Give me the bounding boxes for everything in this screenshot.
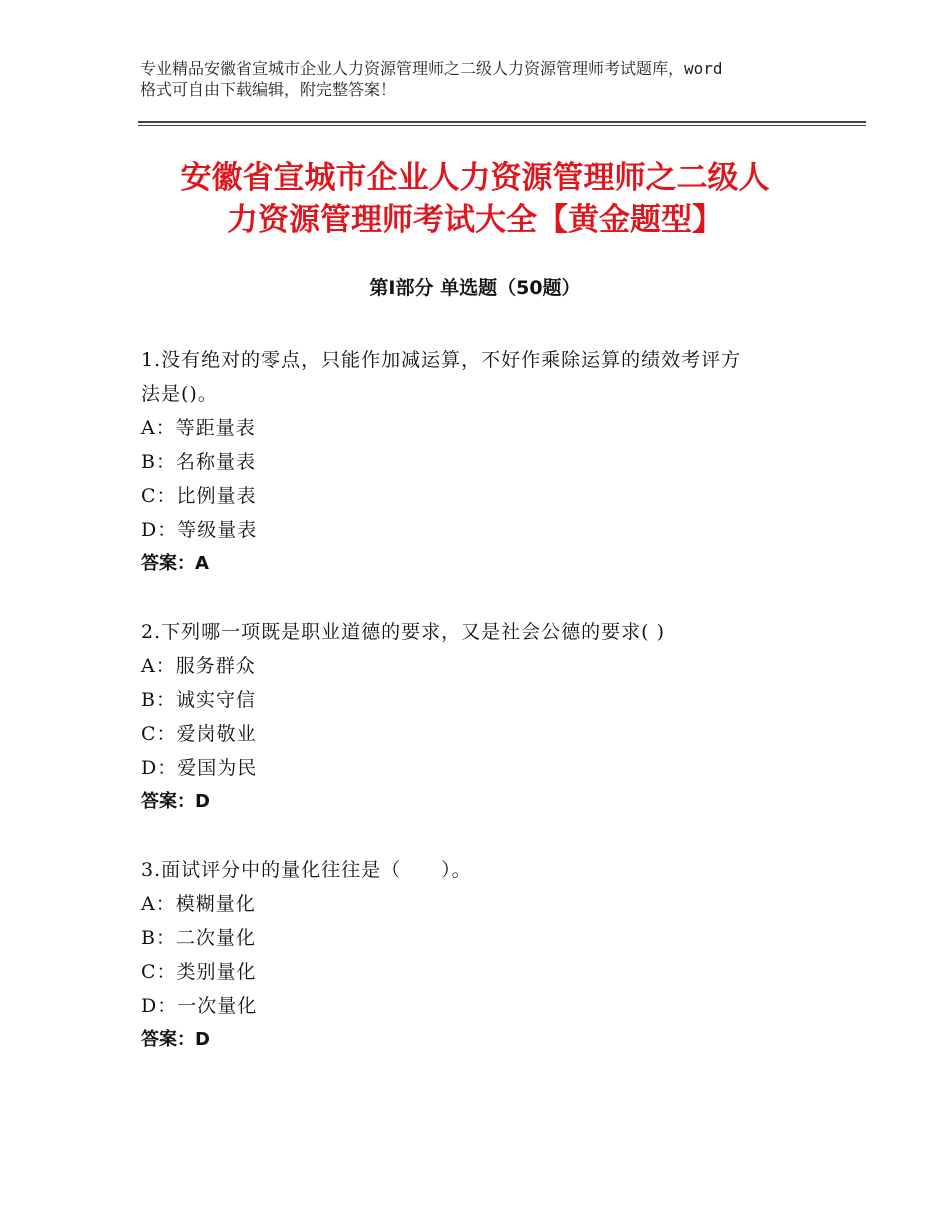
question-1 bbox=[141, 343, 841, 581]
question-1-option-d: D：等级量表 bbox=[141, 519, 258, 541]
question-1-answer: 答案：A bbox=[141, 553, 209, 574]
header-note-line-1: 专业精品安徽省宣城市企业人力资源管理师之二级人力资源管理师考试题库，word bbox=[140, 59, 723, 78]
question-3-option-d: D：一次量化 bbox=[141, 995, 258, 1017]
question-3-option-b: B：二次量化 bbox=[141, 927, 256, 949]
question-1-text-line-1: 1.没有绝对的零点，只能作加减运算，不好作乘除运算的绩效考评方 bbox=[141, 349, 742, 371]
question-2-option-d: D：爱国为民 bbox=[141, 757, 258, 779]
question-1-text-line-2: 法是()。 bbox=[141, 383, 218, 405]
question-2 bbox=[141, 615, 841, 819]
question-3 bbox=[141, 853, 841, 1057]
question-2-option-a: A：服务群众 bbox=[141, 655, 256, 677]
question-3-text-line-1: 3.面试评分中的量化往往是（ ）。 bbox=[141, 859, 472, 881]
question-3-option-a: A：模糊量化 bbox=[141, 893, 256, 915]
header-note-line-2: 格式可自由下载编辑，附完整答案！ bbox=[140, 80, 397, 99]
document-title-line-1: 安徽省宣城市企业人力资源管理师之二级人 bbox=[180, 160, 770, 196]
question-2-option-c: C：爱岗敬业 bbox=[141, 723, 257, 745]
question-2-option-b: B：诚实守信 bbox=[141, 689, 256, 711]
question-2-text-line-1: 2.下列哪一项既是职业道德的要求，又是社会公德的要求( ) bbox=[141, 621, 665, 643]
header-note bbox=[140, 58, 820, 100]
document-title-line-2: 力资源管理师考试大全【黄金题型】 bbox=[227, 202, 723, 238]
question-1-option-b: B：名称量表 bbox=[141, 451, 256, 473]
section-heading: 第Ⅰ部分 单选题（50题） bbox=[369, 277, 581, 299]
header-divider-thick bbox=[138, 121, 866, 123]
question-3-answer: 答案：D bbox=[141, 1029, 210, 1050]
question-3-option-c: C：类别量化 bbox=[141, 961, 257, 983]
question-list bbox=[141, 343, 841, 1091]
question-1-option-a: A：等距量表 bbox=[141, 417, 256, 439]
header-divider-thin bbox=[138, 125, 866, 126]
question-1-option-c: C：比例量表 bbox=[141, 485, 257, 507]
document-title bbox=[100, 157, 850, 241]
question-2-answer: 答案：D bbox=[141, 791, 210, 812]
